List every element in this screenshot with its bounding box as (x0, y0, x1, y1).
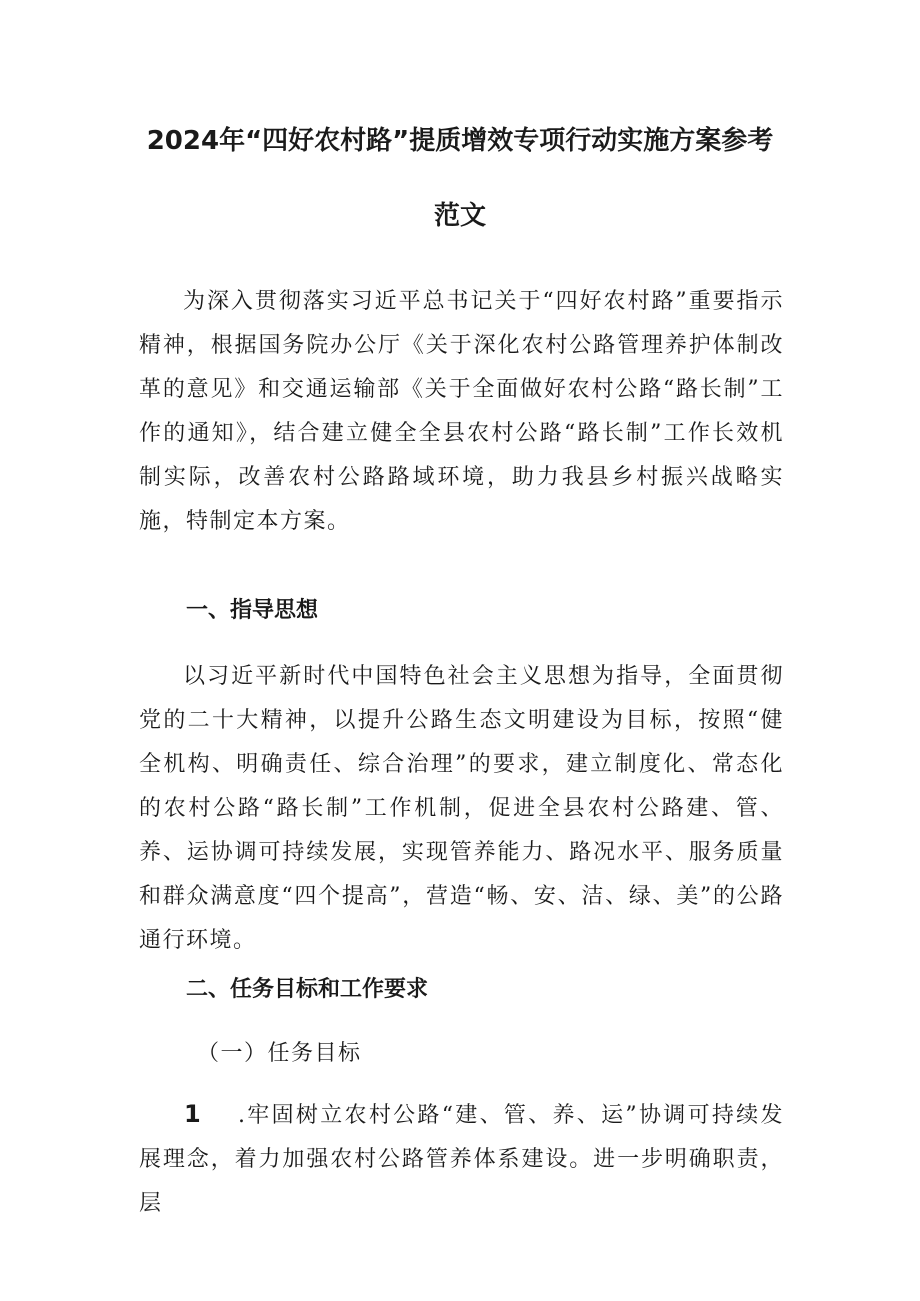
list-item (139, 1092, 784, 1226)
section-heading-tasks-and-requirements: 二、任务目标和工作要求 (186, 977, 429, 1002)
subsection-heading-task-goals: （一）任务目标 (197, 1041, 362, 1066)
document-title-line2: 范文 (433, 201, 486, 231)
guiding-ideology-paragraph: 以习近平新时代中国特色社会主义思想为指导，全面贯彻党的二十大精神，以提升公路生态文明建设为目标，按照“健全机构、明确责任、综合治理”的要求，建立制度化、常态化的农村公路“路长制”工作机制，促进全县农村公路建、管、养、运协调可持续发展，实现管养能力、路况水平、服务质量和群众满意度“四个提高”，营造“畅、安、洁、绿、美”的公路通行环境。 (139, 664, 784, 953)
section-heading-guiding-ideology: 一、指导思想 (186, 598, 319, 623)
list-item-number: 1 (184, 1100, 203, 1128)
document-title-line1: 2024年“四好农村路”提质增效专项行动实施方案参考 (146, 126, 774, 156)
intro-paragraph: 为深入贯彻落实习近平总书记关于“四好农村路”重要指示精神，根据国务院办公厅《关于深化农村公路管理养护体制改革的意见》和交通运输部《关于全面做好农村公路“路长制”工作的通知》，结合建立健全全县农村公路“路长制”工作长效机制实际，改善农村公路路域环境，助力我县乡村振兴战略实施，特制定本方案。 (139, 289, 784, 534)
list-item-text: .牢固树立农村公路“建、管、养、运”协调可持续发展理念，着力加强农村公路管养体系建设。进一步明确职责，层 (139, 1103, 784, 1216)
